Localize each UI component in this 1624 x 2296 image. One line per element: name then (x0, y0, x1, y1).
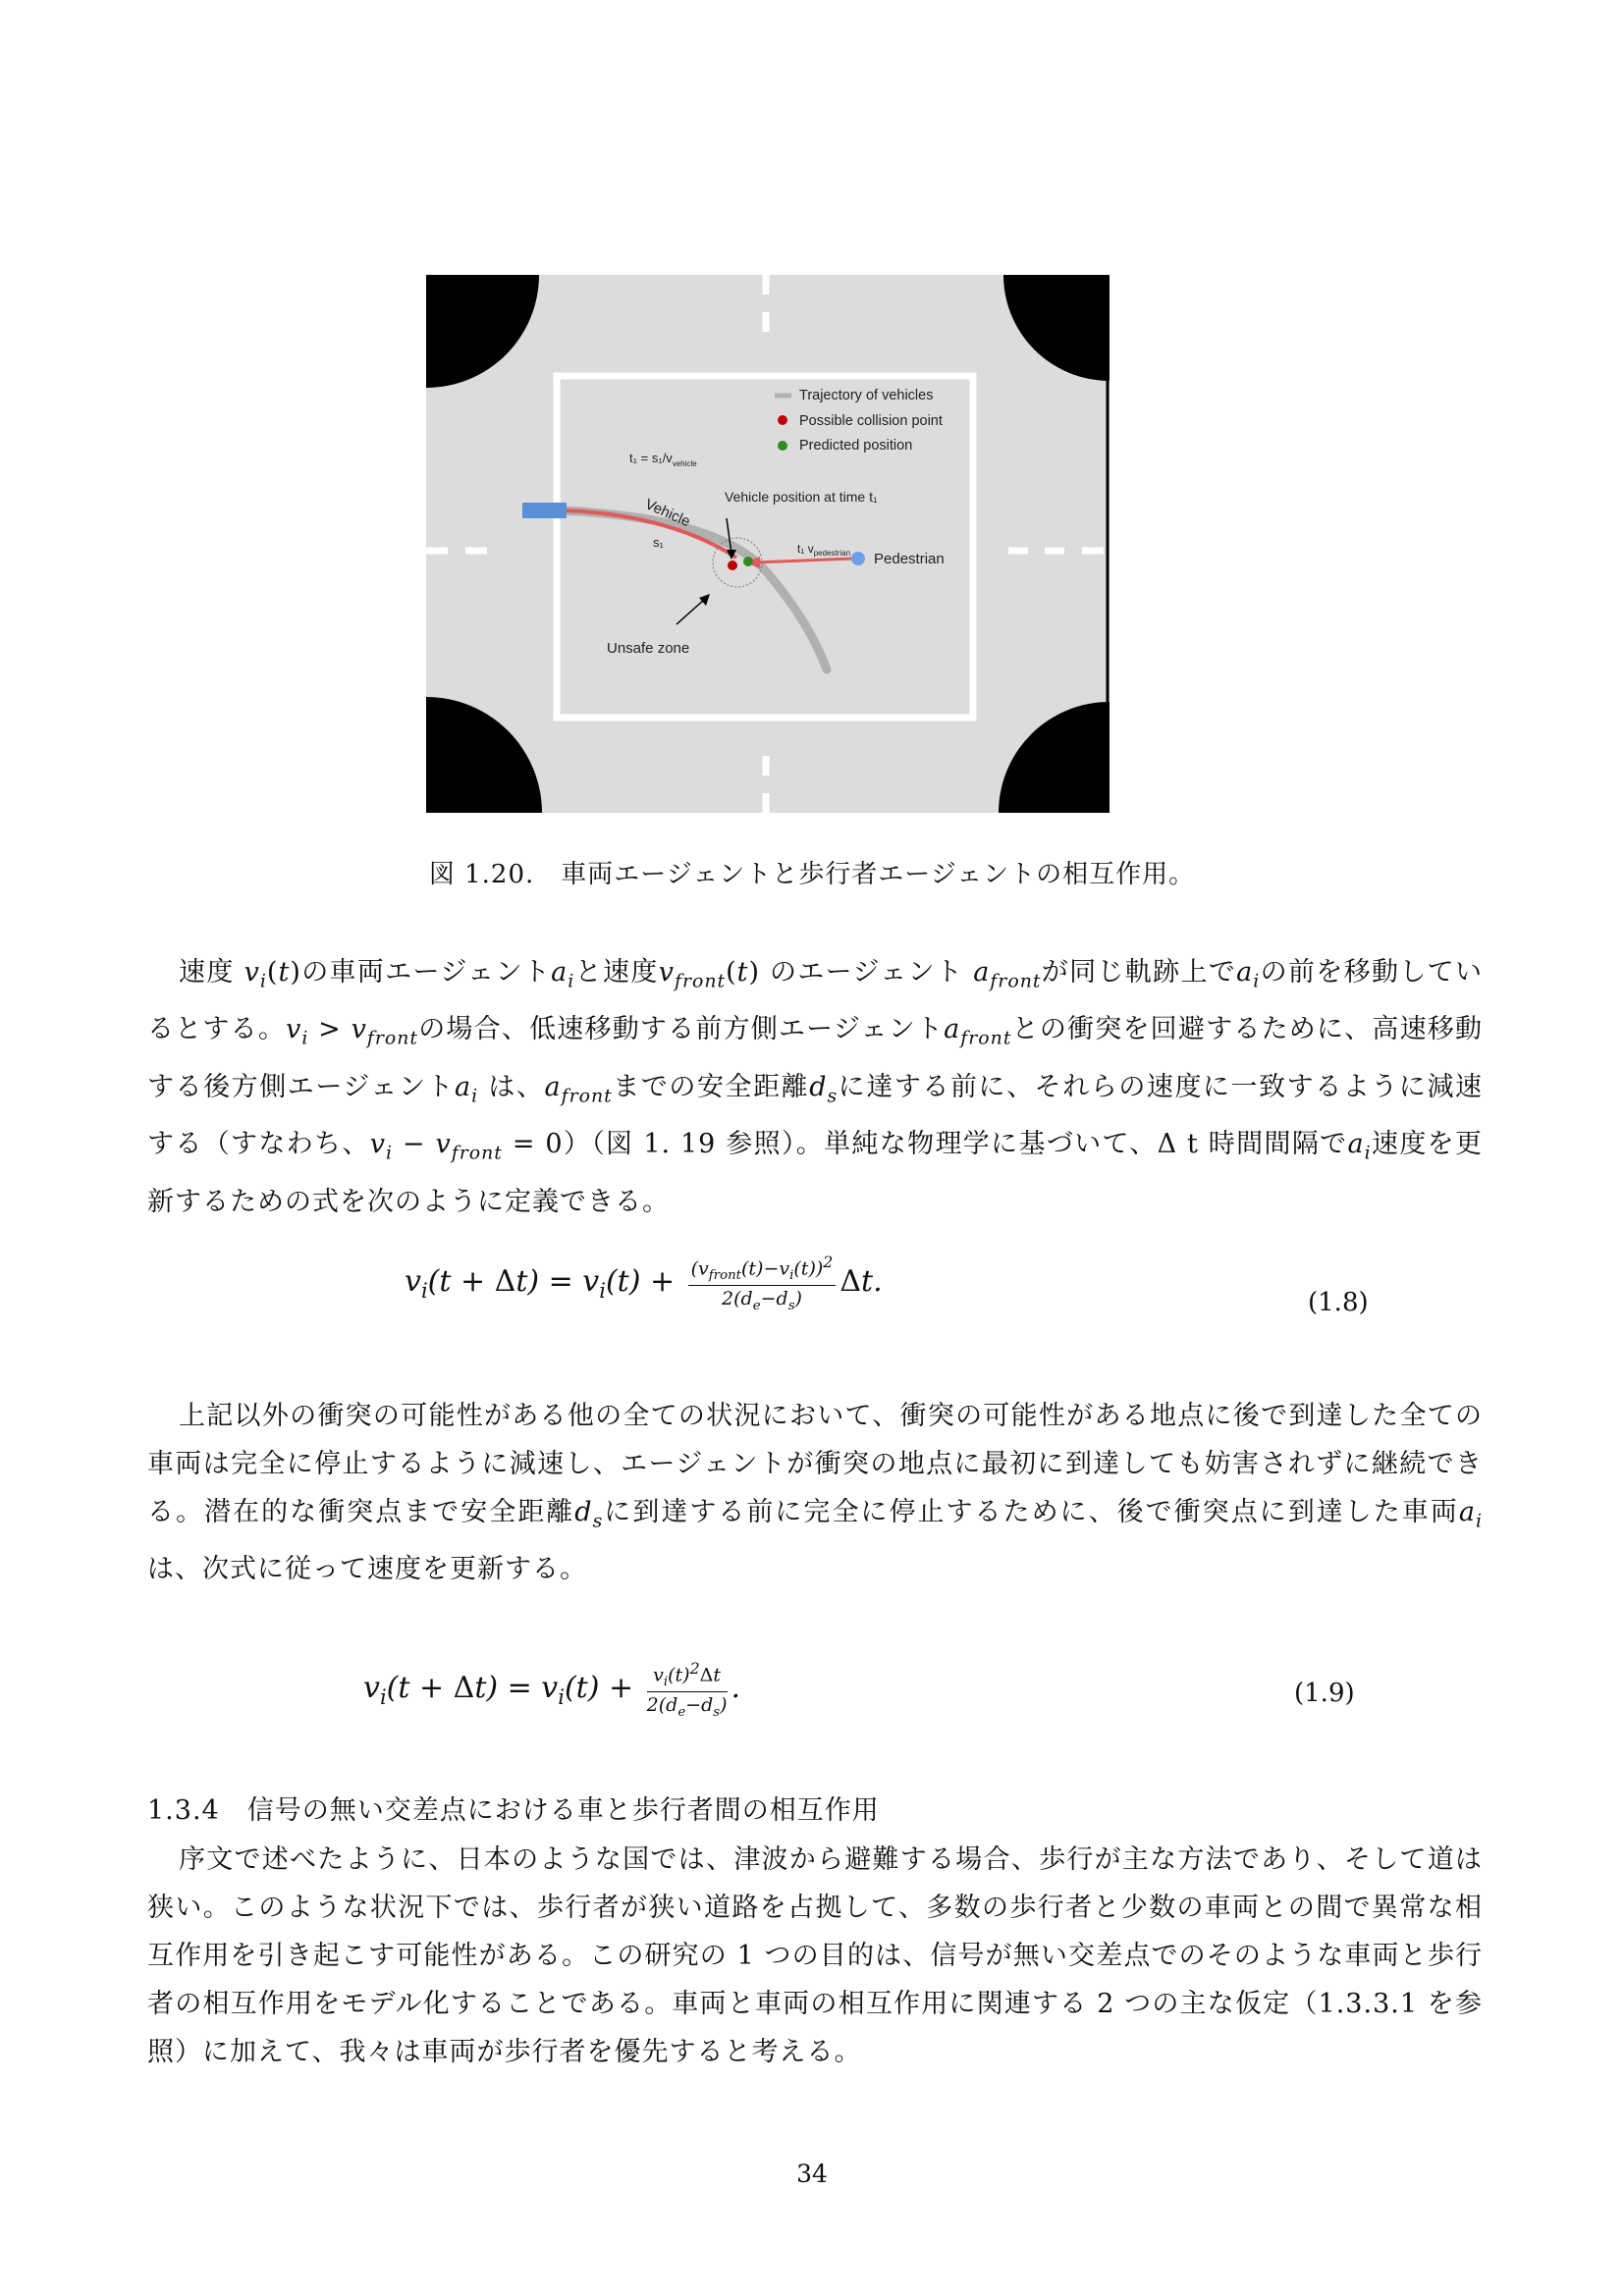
t1v-label: t₁ $v_{pedestrian}$ (797, 542, 851, 558)
legend-collision: Possible collision point (799, 413, 943, 429)
pedestrian-icon (851, 552, 865, 565)
section-title: 1.3.4 信号の無い交差点における車と歩行者間の相互作用 (147, 1795, 880, 1826)
intersection-figure (426, 275, 1110, 813)
legend-predicted: Predicted position (799, 438, 913, 454)
page-number: 34 (796, 2160, 828, 2188)
paragraph-2: 上記以外の衝突の可能性がある他の全ての状況において、衝突の可能性がある地点に後で到達した全ての車両は完全に停止するように減速し、エージェントが衝突の地点に最初に到達しても妨害されずに継続できる。潜在的な衝突点まで安全距離$d_s$に到達する前に完全に停止するために、後で衝突点に到達した車両$a_i$は、次式に従って速度を更新する。 (147, 1401, 1484, 1585)
legend-trajectory: Trajectory of vehicles (799, 388, 934, 403)
vehicle-icon (522, 503, 567, 518)
equation-1-9: $v_i(t + \Delta t) = v_i(t)$ + $\frac{v_i(t)^2\Delta t}{2(d_e-d_s)}$ . (363, 1659, 741, 1720)
equation-number-1-9: (1.9) (1294, 1679, 1355, 1708)
road-background (426, 275, 1110, 813)
s1-label: s₁ (653, 535, 664, 550)
figure-caption: 図 1.20. 車両エージェントと歩行者エージェントの相互作用。 (428, 860, 1196, 889)
collision-point (728, 561, 737, 570)
equation-1-8: $v_i(t + \Delta t) = v_i(t)$ + $\frac{(v_{front}(t)-v_i(t))^2}{2(d_e-d_s)}$ Δt. (405, 1253, 883, 1313)
paragraph-1: 速度 $v_i(t)$の車両エージェント$a_i$と速度$v_{front}(t)$ のエージェント $a_{front}$が同じ軌跡上で$a_i$の前を移動しているとする。$v_i > v_{front}$の場合、低速移動する前方側エージェント$a_{front}$との衝突を回避するために、高速移動する後方側エージェント$a_i$ は、$a_{front}$までの安全距離$d_s$に達する前に、それらの速度に一致するように減速する（すなわち、$v_i - v_{front} = 0$）（図 1. 19 参照）。単純な物理学に基づいて、Δ t 時間間隔で$a_i$速度を更新するための式を次のように定義できる。 (147, 957, 1484, 1217)
predicted-position (743, 557, 753, 566)
legend-collision-swatch (778, 415, 787, 425)
t1-formula-label: $t_1 = s_1/v_{vehicle}$ (629, 451, 697, 468)
paragraph-3: 序文で述べたように、日本のような国では、津波から避難する場合、歩行が主な方法であり、そして道は狭い。このような状況下では、歩行者が狭い道路を占拠して、多数の歩行者と少数の車両との間で異常な相互作用を引き起こす可能性がある。この研究の 1 つの目的は、信号が無い交差点でのそのような車両と歩行者の相互作用をモデル化することである。車両と車両の相互作用に関連する 2 つの主な仮定（1.3.3.1 を参照）に加えて、我々は車両が歩行者を優先すると考える。 (147, 1844, 1483, 2067)
legend-predicted-swatch (778, 441, 787, 451)
vehicle-label: Vehicle (642, 496, 693, 531)
pedestrian-label: Pedestrian (874, 551, 945, 567)
unsafe-zone-label: Unsafe zone (607, 640, 690, 657)
vehicle-position-label: Vehicle position at time t₁ (725, 489, 878, 505)
equation-number-1-8: (1.8) (1308, 1288, 1369, 1317)
